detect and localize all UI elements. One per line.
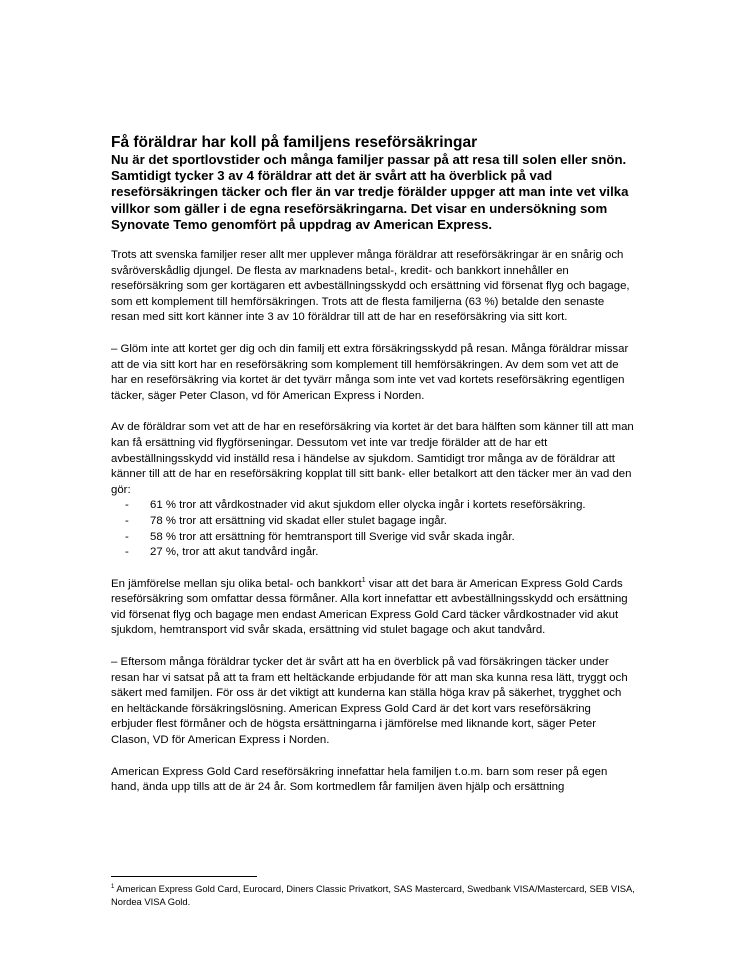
paragraph-1: Trots att svenska familjer reser allt mer upplever många föräldrar att reseförsäkringar är en snårig och svåröverskådlig djungel. De flesta av marknadens betal-, kredit- och bankkort innehåller en reseförsäkring som ger kortägaren ett avbeställningsskydd och ersättning vid försenat flyg och bagage, som ett komplement till hemförsäkringen. Trots att de flesta familjerna (63 %) betalde den senaste resan med sitt kort känner inte 3 av 10 föräldrar till att de har en reseförsäkring via sitt kort.: [111, 249, 630, 324]
list-item: - 78 % tror att ersättning vid skadat eller stulet bagage ingår.: [111, 514, 635, 530]
footnote-divider: [111, 876, 257, 877]
footnote-text: American Express Gold Card, Eurocard, Diners Classic Privatkort, SAS Mastercard, Swedbank VISA/Mastercard, SEB VISA, Nordea VISA Gold.: [111, 883, 635, 907]
paragraph-4-end: visar att det bara är American Express Gold Cards reseförsäkring som omfattar dessa förmåner. Alla kort innefattar ett avbeställningsskydd och ersättning vid försenat flyg och bagage men endast American Express Gold Card täcker vårdkostnader vid akut sjukdom, hemtransport vid svår skada, ersättning vid stulet bagage och akut tandvård.: [111, 577, 628, 637]
paragraph-3: Av de föräldrar som vet att de har en reseförsäkring via kortet är det bara hälften som känner till att man kan få ersättning vid flygförseningar. Dessutom vet inte var tredje förälder att de har ett avbeställningsskydd vid inställd resa i händelse av sjukdom. Samtidigt tror många av de föräldrar att känner till att de har en reseförsäkring kopplat till sitt bank- eller betalkort att den täcker mer än vad den gör:: [111, 421, 634, 496]
footnote-marker: 1: [111, 883, 115, 890]
article-lead: Nu är det sportlovstider och många familjer passar på att resa till solen eller snön. Samtidigt tycker 3 av 4 föräldrar att det är svårt att ha överblick på vad reseförsäkringen täcker och fler än var tredje förälder uppger att man inte vet vilka villkor som gäller i de egna reseförsäkringarna. Det visar en undersökning som Synovate Temo genomfört på uppdrag av American Express.: [111, 152, 629, 232]
list-item: - 61 % tror att vårdkostnader vid akut sjukdom eller olycka ingår i kortets reseförsäkring.: [111, 498, 635, 514]
document-page: [111, 134, 635, 796]
footnote: [111, 882, 635, 908]
list-item: - 58 % tror att ersättning för hemtransport till Sverige vid svår skada ingår.: [111, 530, 635, 546]
list-item: - 27 %, tror att akut tandvård ingår.: [111, 545, 635, 561]
paragraph-4: [111, 577, 635, 639]
paragraph-4-start: En jämförelse mellan sju olika betal- och bankkort: [111, 577, 362, 590]
footnote-reference[interactable]: 1: [361, 576, 366, 584]
paragraph-2: – Glöm inte att kortet ger dig och din familj ett extra försäkringsskydd på resan. Många föräldrar missar att de via sitt kort har en reseförsäkring som komplement till hemförsäkringen. Av dem som vet att de har en reseförsäkring via kortet är det tyvärr många som inte vet vad kortets reseförsäkring egentligen täcker, säger Peter Clason, vd för American Express i Norden.: [111, 342, 629, 402]
paragraph-6: American Express Gold Card reseförsäkring innefattar hela familjen t.o.m. barn som reser på egen hand, ända upp tills att de är 24 år. Som kortmedlem får familjen även hjälp och ersättning: [111, 765, 608, 794]
paragraph-5: – Eftersom många föräldrar tycker det är svårt att ha en överblick på vad försäkringen täcker under resan har vi satsat på att ta fram ett heltäckande erbjudande för att man ska kunna resa lätt, tryggt och säkert med familjen. För oss är det viktigt att kunderna kan ställa höga krav på säkerhet, trygghet och en heltäckande försäkringslösning. American Express Gold Card är det kort vars reseförsäkring erbjuder flest förmåner och de högsta ersättningarna i jämförelse med liknande kort, säger Peter Clason, VD för American Express i Norden.: [111, 656, 628, 747]
article-title: Få föräldrar har koll på familjens reseförsäkringar: [111, 134, 478, 151]
statistics-list: [111, 498, 635, 560]
